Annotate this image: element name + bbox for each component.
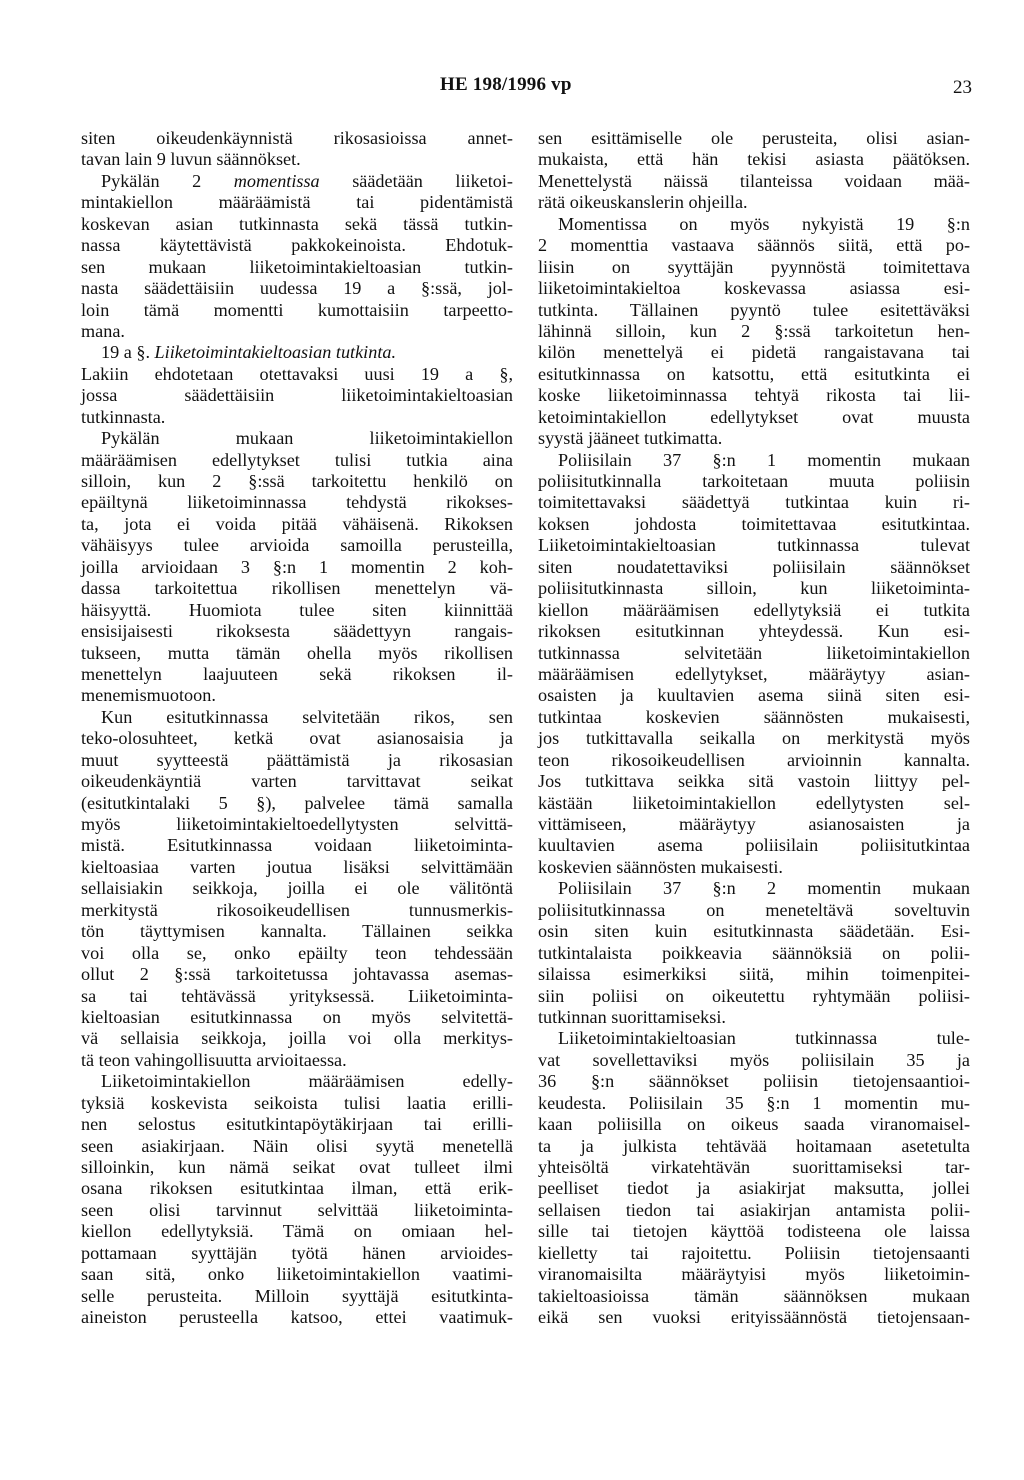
text-line: esitutkinnassa on katsottu, että esitutkinta ei [538,363,970,384]
text-line: menettelyn laajuuteen sekä rikoksen il- [81,663,513,684]
text-line: tukseen, mutta tämän ohella myös rikollisen [81,642,513,663]
text-line: ta, jota ei voida pitää vähäisenä. Rikoksen [81,513,513,534]
text-line: liisin on syyttäjän pyynnöstä toimitettava [538,256,970,277]
text-line: sen esittämiselle ole perusteita, olisi asian- [538,128,970,148]
text-line: loin tämä momentti kumottaisiin tarpeetto- [81,299,513,320]
text-line: häisyyttä. Huomiota tulee siten kiinnittää [81,599,513,620]
text-line [81,342,513,363]
text-line: sellaisen tiedon tai asiakirjan antamista polii- [538,1199,970,1220]
text-line: poliisitutkinnassa on meneteltävä soveltuvin [538,899,970,920]
text-line: ta ja julkista tehtävää hoitamaan asetetulta [538,1135,970,1156]
text-line: merkitystä rikosoikeudellisen tunnusmerkis- [81,899,513,920]
text-line: teon rikosoikeudellisen arvioinnin kannalta. [538,749,970,770]
text-line: kästään liiketoimintakiellon edellytysten sel- [538,792,970,813]
text-line: koskevan asian tutkinnasta sekä tässä tutkin- [81,213,513,234]
text-line: pottamaan syyttäjän työtä hänen arvioides- [81,1242,513,1263]
text-line: kieltoasian esitutkinnassa on myös selvitettä- [81,1006,513,1027]
text-line: vähäisyys tulee arvioida samoilla perusteilla, [81,535,513,556]
text-line: koskevien säännösten mukaisesti. [538,856,783,877]
text-line: koksen johdosta toimitettavaa esitutkintaa. [538,513,970,534]
text-line: nasta säädettäisiin uudessa 19 a §:ssä, jol- [81,278,513,299]
text-line: kiellon määräämisen edellytyksiä ei tutkita [538,599,970,620]
right-text-column [538,128,970,1329]
text-line: tä teon vahingollisuutta arvioitaessa. [81,1049,347,1070]
text-line: Liiketoimintakieltoasian tutkinnassa tulevat [538,535,970,556]
text-line: eikä sen vuoksi erityissäännöstä tietojensaan- [538,1307,970,1328]
text-line: silloinkin, kun nämä seikat ovat tulleet ilmi [81,1157,513,1177]
left-text-column [81,128,513,1329]
text-line: siin poliisi on oikeutettu ryhtymään poliisi- [538,985,970,1006]
text-line: kuultavien asema poliisilain poliisitutkintaa [538,835,970,856]
text-line: ensisijaisesti rikoksesta säädettyyn rangais- [81,621,513,642]
text-line: siten noudatettaviksi poliisilain säännökset [538,556,970,577]
text-line: Poliisilain 37 §:n 1 momentin mukaan [558,449,970,470]
text-line: menemismuotoon. [81,685,216,706]
text-line: viranomaisilta määräytyisi myös liiketoimin- [538,1264,970,1285]
text-line: Lakiin ehdotetaan otettavaksi uusi 19 a §, [81,363,513,384]
text-line: (esitutkintalaki 5 §), palvelee tämä samalla [81,792,513,813]
text-line: ollut 2 §:ssä tarkoitetussa johtavassa asemas- [81,964,513,985]
text-line: yhteisöltä virkatehtävän suorittamiseksi tar- [538,1157,970,1177]
text-line: rikoksen esitutkinnan yhteydessä. Kun esi- [538,621,970,642]
text-line: määräämisen edellytykset tulisi tutkia aina [81,449,513,470]
text-segment: 19 a §. [101,342,155,363]
text-line: Liiketoimintakieltoasian tutkinnassa tule- [558,1028,970,1049]
text-line: siten oikeudenkäynnistä rikosasioissa annet- [81,128,513,148]
text-segment: Pykälän 2 [101,170,234,191]
text-segment: säädetään liiketoi- [319,170,513,191]
text-line: nen selostus esitutkintapöytäkirjaan tai erilli- [81,1114,513,1135]
text-line: takieltoasioissa tämän säännöksen mukaan [538,1285,970,1306]
text-line: mana. [81,320,125,341]
text-line: sellaisiakin seikkoja, joilla ei ole välitöntä [81,878,513,899]
text-line: koske liiketoiminnassa tehtyä rikosta tai lii- [538,385,970,406]
text-line: liiketoimintakieltoa koskevassa asiassa esi- [538,278,970,299]
text-line: jossa säädettäisiin liiketoimintakieltoasian [81,385,513,406]
text-line: dassa tarkoitettua rikollisen menettelyn vä- [81,578,513,599]
text-line: kieltoasiaa varten joutua lisäksi selvittämään [81,856,513,877]
text-line: Menettelystä näissä tilanteissa voidaan mää- [538,170,970,191]
text-line: tutkintaa koskevien säännösten mukaisesti, [538,706,970,727]
text-line: osin siten kuin esitutkinnasta säädetään. Esi- [538,921,970,942]
text-line: osaisten ja kuultavien asema siinä siten esi- [538,685,970,706]
text-line: määräämisen edellytykset, määräytyy asian- [538,663,970,684]
text-line: Pykälän mukaan liiketoimintakiellon [101,428,513,449]
text-line: vat sovellettaviksi myös poliisilain 35 ja [538,1049,970,1070]
text-line: keudesta. Poliisilain 35 §:n 1 momentin mu- [538,1092,970,1113]
text-line: tutkinnassa selvitetään liiketoimintakiellon [538,642,970,663]
text-line: Momentissa on myös nykyistä 19 §:n [558,213,970,234]
text-line: myös liiketoimintakieltoedellytysten selvittä- [81,814,513,834]
text-line: oikeudenkäyntiä varten tarvittavat seikat [81,771,513,792]
text-line: jos tutkittavalla seikalla on merkitystä myös [538,728,970,749]
text-line: tutkinta. Tällainen pyyntö tulee esitettäväksi [538,299,970,320]
text-line: kielletty tai rajoitettu. Poliisin tietojensaanti [538,1242,970,1263]
text-line: poliisitutkinnasta silloin, kun liiketoiminta- [538,578,970,599]
text-line: poliisitutkinnalla tarkoitetaan muuta poliisin [538,471,970,491]
text-line: tavan lain 9 luvun säännökset. [81,149,301,170]
text-line: silaissa esimerkiksi siitä, mihin toimenpitei- [538,964,970,985]
text-line: selle perusteita. Milloin syyttäjä esitutkinta- [81,1285,513,1306]
text-line: Jos tutkittava seikka sitä vastoin liittyy pel- [538,771,970,792]
text-line: aineiston perusteella katsoo, ettei vaatimuk- [81,1307,513,1328]
text-line: 2 momenttia vastaava säännös siitä, että po- [538,235,970,256]
text-line: Liiketoimintakiellon määräämisen edelly- [101,1071,513,1092]
text-line: voi olla se, onko epäilty teon tehdessään [81,942,513,963]
page-number: 23 [953,77,972,98]
text-line: lähinnä silloin, kun 2 §:ssä tarkoitetun hen- [538,320,970,341]
text-line: Kun esitutkinnassa selvitetään rikos, sen [101,706,513,727]
italic-text: momentissa [233,170,320,191]
text-line: muut syytteestä päättämistä ja rikosasian [81,749,513,770]
text-line: sa tai tehtävässä yrityksessä. Liiketoiminta- [81,985,513,1006]
text-line: seen asiakirjaan. Näin olisi syytä menetellä [81,1135,513,1156]
text-line: kaan poliisilla on oikeus saada viranomaisel- [538,1114,970,1135]
text-line: tutkinnasta. [81,406,166,427]
text-line: vä sellaisia seikkoja, joilla voi olla merkitys- [81,1028,513,1049]
text-line: toimitettavaksi säädettyä tutkintaa kuin ri- [538,492,970,513]
text-line: peelliset tiedot ja asiakirjat maksutta, jollei [538,1178,970,1199]
text-line: sille tai tietojen käyttöä todisteena ole laissa [538,1221,970,1242]
text-line: teko-olosuhteet, ketkä ovat asianosaisia ja [81,728,513,749]
text-line: kilön menettelyä ei pidetä rangaistavana tai [538,342,970,363]
text-line: vittämiseen, määräytyy asianosaisten ja [538,814,970,834]
text-line: mintakiellon määräämistä tai pidentämistä [81,192,513,213]
italic-text: Liiketoimintakieltoasian tutkinta. [154,342,397,363]
text-line: nassa käytettävistä pakkokeinoista. Ehdotuk- [81,235,513,256]
text-line: tutkintalaista poikkeavia säännöksiä on polii- [538,942,970,963]
text-line: mukaista, että hän tekisi asiasta päätöksen. [538,149,970,170]
text-line: epäiltynä liiketoiminnassa tehdystä rikokses- [81,492,513,513]
text-line: joilla arvioidaan 3 §:n 1 momentin 2 koh- [81,556,513,577]
text-line: tutkinnan suorittamiseksi. [538,1006,726,1027]
text-line: 36 §:n säännökset poliisin tietojensaantioi- [538,1071,970,1092]
text-line: Poliisilain 37 §:n 2 momentin mukaan [558,878,970,899]
text-line: saan sitä, onko liiketoimintakiellon vaatimi- [81,1264,513,1285]
text-line: osana rikoksen esitutkintaa ilman, että erik- [81,1178,513,1199]
text-line: tön täyttymisen kannalta. Tällainen seikka [81,921,513,942]
text-line: mistä. Esitutkinnassa voidaan liiketoiminta- [81,835,513,856]
text-line: tyksiä koskevista seikoista tulisi laatia erilli- [81,1092,513,1113]
text-line: syystä jääneet tutkimatta. [538,428,723,449]
text-line: seen olisi tarvinnut selvittää liiketoiminta- [81,1199,513,1220]
text-line: sen mukaan liiketoimintakieltoasian tutkin- [81,256,513,277]
text-line: silloin, kun 2 §:ssä tarkoitettu henkilö on [81,471,513,491]
document-id-header: HE 198/1996 vp [440,74,572,95]
text-line: ketoimintakiellon edellytykset ovat muusta [538,406,970,427]
text-line [81,171,513,192]
text-line: kiellon edellytyksiä. Tämä on omiaan hel- [81,1221,513,1242]
text-line: rätä oikeuskanslerin ohjeilla. [538,192,748,213]
